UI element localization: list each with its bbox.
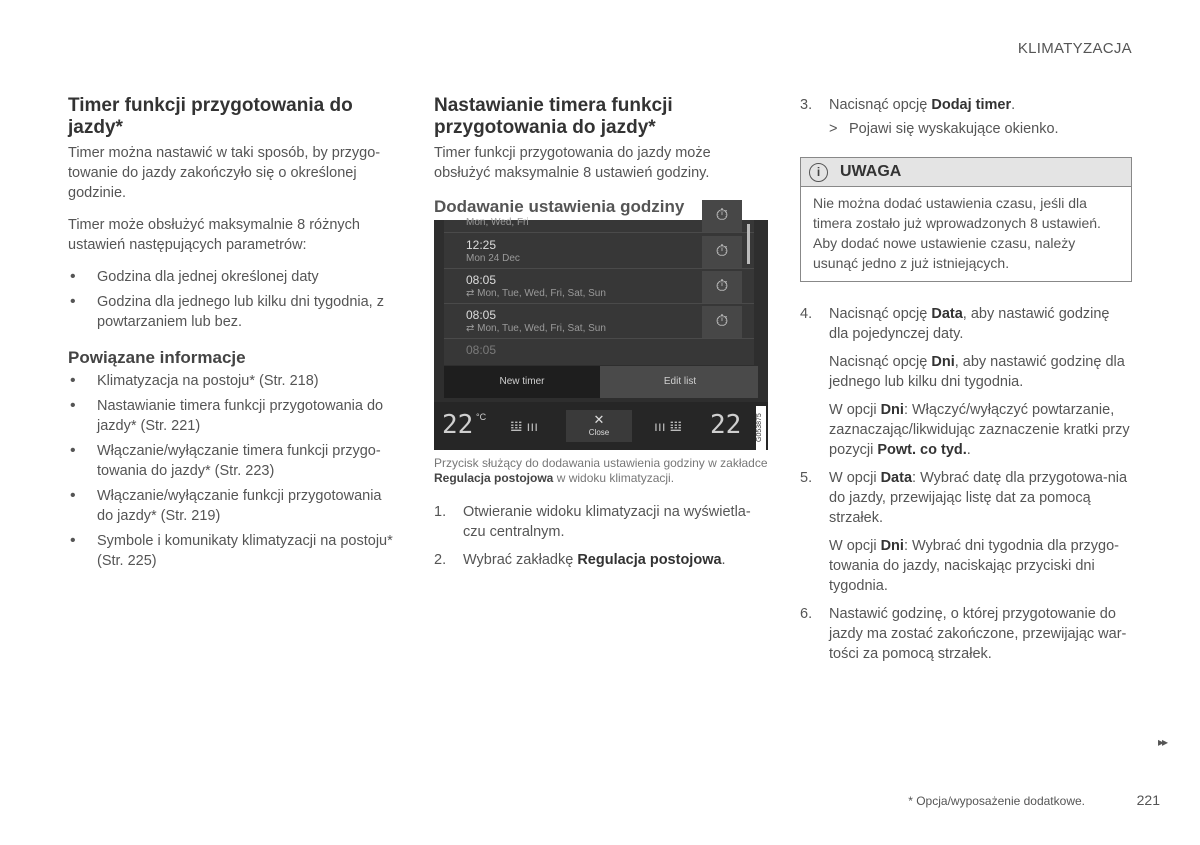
timer-row-time: 08:05 xyxy=(466,308,497,322)
column-right xyxy=(800,95,1132,674)
steps-list-continued xyxy=(800,95,1132,139)
timer-row-date: Mon, Wed, Fri xyxy=(466,217,529,228)
related-link[interactable]: • Symbole i komunikaty klimatyzacji na postoju* (Str. 225) xyxy=(68,531,396,571)
seat-heat-right-icon[interactable]: ııı 𝍔 xyxy=(654,418,683,434)
step-item: 6. Nastawić godzinę, o której przygotowanie do jazdy ma zostać zakończone, przewijając war-tości za pomocą strzałek. xyxy=(800,606,1127,662)
related-link[interactable]: • Nastawianie timera funkcji przygotowania do jazdy* (Str. 221) xyxy=(68,396,396,436)
timer-row-time: 08:05 xyxy=(466,273,497,287)
step-item: 5. W opcji Data: Wybrać datę dla przygotowa-nia do jazdy, przewijając listę dat za pomocą strzałek. W opcji Dni: Wybrać dni tygodnia dla przygo-towania do jazdy, naciskając przyciski dni tygodnia. xyxy=(800,470,1128,594)
step-item: 1. Otwieranie widoku klimatyzacji na wyświetla-czu centralnym. xyxy=(434,504,751,540)
parameter-list xyxy=(68,267,396,332)
step-result: > Pojawi się wyskakujące okienko. xyxy=(829,121,1059,137)
info-icon: i xyxy=(809,163,828,182)
timer-row-time: 12:25 xyxy=(466,238,497,252)
note-header xyxy=(801,158,1131,187)
figure-code: G053875 xyxy=(756,406,766,450)
timer-row-date: Mon 24 Dec xyxy=(466,253,520,264)
new-timer-button[interactable]: New timer xyxy=(444,366,600,398)
timer-buttons xyxy=(444,366,758,398)
steps-list xyxy=(434,502,768,570)
timer-intro: Timer można nastawić w taki sposób, by przygo-towanie do jazdy zakończyło się o określonej godzinie. xyxy=(68,145,381,201)
note-text: Nie można dodać ustawienia czasu, jeśli dla timera zostało już wprowadzonych 8 ustawień. Aby dodać nowe ustawienie czasu, należy usunąć jedno z już istniejących. xyxy=(813,195,1101,271)
climate-screen-figure xyxy=(434,207,768,450)
related-list xyxy=(68,371,396,571)
step-item: 3. Nacisnąć opcję Dodaj timer. > Pojawi się wyskakujące okienko. xyxy=(800,95,1132,139)
related-link[interactable]: • Włączanie/wyłączanie funkcji przygotowania do jazdy* (Str. 219) xyxy=(68,486,396,526)
timer-icon[interactable]: ⏱ xyxy=(702,271,742,303)
timer-row-time: 08:05 xyxy=(466,343,497,357)
set-timer-title: Nastawianie timera funkcji przygotowania do jazdy* xyxy=(434,95,673,138)
timer-title: Timer funkcji przygotowania do jazdy* xyxy=(68,95,353,138)
temp-right[interactable]: 22 xyxy=(710,410,742,440)
step-item: 2. Wybrać zakładkę Regulacja postojowa. xyxy=(434,552,726,568)
figure-caption: Przycisk służący do dodawania ustawienia godziny w zakładce Regulacja postojowa w widoku klimatyzacji. xyxy=(434,456,768,485)
timer-icon[interactable]: ⏱ xyxy=(702,306,742,338)
add-time-subtitle: Dodawanie ustawienia godziny xyxy=(434,197,685,216)
temp-left[interactable]: 22 xyxy=(442,410,474,440)
timer-icon[interactable]: ⏱ xyxy=(702,200,742,232)
set-timer-intro: Timer funkcji przygotowania do jazdy może obsłużyć maksymalnie 8 ustawień godziny. xyxy=(434,145,711,181)
timer-row[interactable] xyxy=(444,304,754,339)
timer-list xyxy=(444,207,754,365)
section-header: KLIMATYZACJA xyxy=(1017,40,1132,57)
timer-capacity: Timer może obsłużyć maksymalnie 8 różnych ustawień następujących parametrów: xyxy=(68,217,360,253)
list-scrollbar[interactable] xyxy=(747,224,750,264)
seat-heat-left-icon[interactable]: 𝍔 ııı xyxy=(510,418,539,434)
continue-icon: ▸▸ xyxy=(1157,735,1166,749)
step-item: 4. Nacisnąć opcję Data, aby nastawić godzinę dla pojedynczej daty. Nacisnąć opcję Dni, aby nastawić godzinę dla jednego lub kilku dni tygodnia. W opcji Dni: Włączyć/wyłączyć powtarzanie, zaznaczając/likwidując zaznaczenie kratki przy pozycji Powt. co tyd.. xyxy=(800,306,1130,458)
note-title: UWAGA xyxy=(840,163,902,180)
note-box xyxy=(800,157,1132,282)
related-link[interactable]: • Klimatyzacja na postoju* (Str. 218) xyxy=(68,371,396,391)
timer-row[interactable] xyxy=(444,198,754,233)
list-item: • Godzina dla jednej określonej daty xyxy=(68,267,396,287)
page-number: 221 xyxy=(1136,792,1160,808)
close-icon: ✕ xyxy=(593,412,605,427)
temp-unit: °C xyxy=(476,412,487,422)
timer-row-date: ⇄ Mon, Tue, Wed, Fri, Sat, Sun xyxy=(466,288,606,299)
climate-bar xyxy=(434,402,768,450)
list-item: • Godzina dla jednego lub kilku dni tygodnia, z powtarzaniem lub bez. xyxy=(68,292,396,332)
footnote: * Opcja/wyposażenie dodatkowe. xyxy=(908,794,1085,808)
related-title: Powiązane informacje xyxy=(68,348,246,367)
column-left xyxy=(68,95,396,581)
related-link[interactable]: • Włączanie/wyłączanie timera funkcji przygo-towania do jazdy* (Str. 223) xyxy=(68,441,396,481)
column-middle xyxy=(434,95,768,580)
timer-row[interactable] xyxy=(444,269,754,304)
steps-list-continued xyxy=(800,304,1132,664)
timer-icon[interactable]: ⏱ xyxy=(702,236,742,268)
timer-row-date: ⇄ Mon, Tue, Wed, Fri, Sat, Sun xyxy=(466,323,606,334)
edit-list-button[interactable]: Edit list xyxy=(663,376,697,387)
close-button[interactable]: ✕ Close xyxy=(566,410,632,442)
timer-row[interactable] xyxy=(444,234,754,269)
